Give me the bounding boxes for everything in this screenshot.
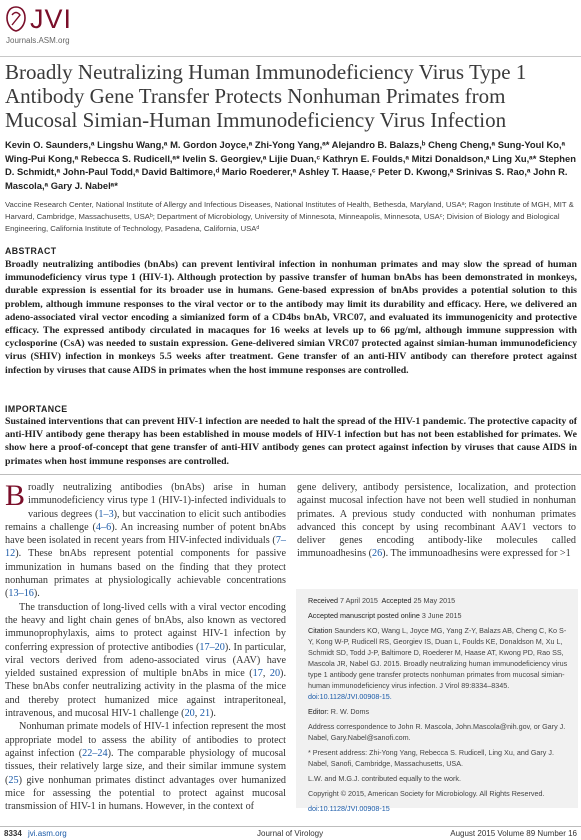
journal-name: Journal of Virology (257, 829, 324, 838)
editor-name: R. W. Doms (330, 707, 370, 716)
body-text: ) give nonhuman primates distinct advantages over humanized mice for assessing the potential to protect against mucosal transmission of HIV-1 in humans. However, in the context of (5, 774, 286, 813)
body-text: The transduction of long-lived cells with a viral vector encoding the heavy and light chain genes of bnAbs, also known as vectored immunoprophylaxis, aims to protect against HIV-1 infection by conferring expression of protective antibodies ( (5, 601, 286, 653)
reference-link[interactable]: 1–3 (98, 508, 114, 520)
body-column-right (297, 481, 576, 561)
online-label: Accepted manuscript posted online (308, 611, 420, 620)
journal-logo-url[interactable]: Journals.ASM.org (6, 36, 70, 45)
reference-link[interactable]: 26 (371, 548, 383, 560)
reference-link[interactable]: 25 (8, 774, 19, 786)
body-column-left (5, 481, 286, 813)
abstract-heading: ABSTRACT (5, 246, 57, 256)
correspondence: Address correspondence to John R. Mascola, John.Mascola@nih.gov, or Gary J. Nabel, Gary.Nabel@sanofi.com. (308, 722, 566, 742)
body-text: ). (210, 708, 216, 720)
page-footer (0, 829, 581, 840)
affiliations: Vaccine Research Center, National Institute of Allergy and Infectious Diseases, National Institutes of Health, Bethesda, Maryland, USAᵃ; Ragon Institute of MGH, MIT & Harvard, Cambridge, Massachusetts, USAᵇ; Department of Microbiology, University of Minnesota, Minneapolis, Minnesota, USAᶜ; Division of Biology and Biological Engineering, California Institute of Technology, Pasadena, California, USAᵈ (5, 200, 574, 233)
reference-link[interactable]: 20 (269, 668, 281, 680)
accepted-date: 25 May 2015 (413, 596, 456, 605)
doi-link[interactable]: doi:10.1128/JVI.00908-15 (308, 804, 390, 813)
body-text: ), but vaccination to elicit such antibodies remains a challenge ( (5, 508, 286, 533)
article-info-box (296, 589, 578, 813)
body-text: ). (33, 588, 40, 600)
body-text: ). The immunoadhesins were expressed for >1 (382, 548, 571, 560)
asm-logo-icon (6, 6, 26, 32)
body-text: roadly neutralizing antibodies (bnAbs) arise in human immunodeficiency virus type 1 (HIV-1)-infected individuals to various degrees ( (28, 482, 286, 520)
editor-label: Editor: (308, 707, 329, 716)
journal-logo (0, 0, 84, 52)
reference-link[interactable]: 17–20 (199, 641, 225, 653)
received-date: 7 April 2015 (339, 596, 378, 605)
citation-text: Saunders KO, Wang L, Joyce MG, Yang Z-Y, Balazs AB, Cheng C, Ko S-Y, Kong W-P, Rudicell RS, Georgiev IS, Duan L, Foulds KE, Donaldson M, Xu L, Schmidt SD, Todd J-P, Baltimore D, Roederer M, Haase AT, Kwong PD, Rao SS, Mascola JR, Nabel GJ. 2015. Broadly neutralizing human immunodeficiency virus type 1 antibody gene transfer protects nonhuman primates from mucosal simian-human immunodeficiency virus infection. J Virol 89:8334–8345. (308, 626, 568, 690)
importance-text: Sustained interventions that can prevent HIV-1 infection are needed to halt the spread of the HIV-1 pandemic. The protective capacity of anti-HIV antibody gene therapy has been established in mouse models of HIV-1 infection but has not been established for primates. We show here a proof-of-concept that gene transfer of anti-HIV antibody genes can protect against infection by viruses that cause AIDS in primates when host immune responses are controlled. (5, 416, 577, 467)
online-line (308, 610, 570, 621)
header-divider (0, 56, 581, 57)
present-address: * Present address: Zhi-Yong Yang, Rebecca S. Rudicell, Ling Xu, and Gary J. Nabel, Sanofi, Cambridge, Massachusetts, USA. (308, 748, 554, 768)
body-paragraph-2 (5, 601, 286, 721)
page-number: 8334 (4, 829, 22, 838)
editor-line (308, 706, 570, 717)
body-paragraph-3 (5, 720, 286, 813)
body-paragraph-1 (5, 481, 286, 601)
copyright: Copyright © 2015, American Society for Microbiology. All Rights Reserved. (308, 789, 545, 798)
body-text: , (262, 668, 270, 680)
citation-label: Citation (308, 626, 333, 635)
journal-site-link[interactable]: jvi.asm.org (28, 829, 67, 838)
body-text: ). These bnAbs represent potential components for passive immunization in humans based on the finding that they protect nonhuman primates at physiologically achievable concentrations ( (5, 548, 286, 600)
citation-doi-link[interactable]: doi:10.1128/JVI.00908-15. (308, 692, 392, 701)
body-paragraph-4 (297, 481, 576, 561)
body-text: , (194, 708, 200, 720)
abstract-text: Broadly neutralizing antibodies (bnAbs) can prevent lentiviral infection in nonhuman primates and may slow the spread of human immunodeficiency virus type 1 (HIV-1). Although protection by passive transfer of human bnAbs has been demonstrated in monkeys, durable expression is essential for its broader use in humans. Gene-based expression of bnAbs provides a potential solution to this problem, although immune responses to the viral vector or to the antibody may limit its durability and efficacy. Here, we delivered an adeno-associated viral vector encoding a simianized form of a CD4bs bnAb, VRC07, and evaluated its immunogenicity and protective efficacy. The expressed antibody circulated in macaques for 16 weeks at levels up to 66 μg/ml, although immune suppression with cyclosporine (CsA) was needed to sustain expression. Gene-delivered simian VRC07 protected against simian-human immunodeficiency virus (SHIV) infection in monkeys 5.5 weeks after treatment. Gene transfer of an anti-HIV antibody can therefore protect against infection by viruses that cause AIDS in primates when the host immune responses are controlled. (5, 259, 577, 376)
body-text: Nonhuman primate models of HIV-1 infection represent the most appropriate model to assess the ability of antibodies to protect against infection ( (5, 721, 286, 759)
citation (308, 625, 570, 702)
journal-logo-text: JVI (30, 4, 73, 34)
author-list: Kevin O. Saunders,ᵃ Lingshu Wang,ᵃ M. Gordon Joyce,ᵃ Zhi-Yong Yang,ᵃ* Alejandro B. Balazs,ᵇ Cheng Cheng,ᵃ Sung-Youl Ko,ᵃ Wing-Pui Kong,ᵃ Rebecca S. Rudicell,ᵃ* Ivelin S. Georgiev,ᵃ Lijie Duan,ᶜ Kathryn E. Foulds,ᵃ Mitzi Donaldson,ᵃ Ling Xu,ᵃ* Stephen D. Schmidt,ᵃ John-Paul Todd,ᵃ David Baltimore,ᵈ Mario Roederer,ᵃ Ashley T. Haase,ᶜ Peter D. Kwong,ᵃ Srinivas S. Rao,ᵃ John R. Mascola,ᵃ Gary J. Nabelᵃ* (5, 139, 576, 191)
equal-contribution: L.W. and M.G.J. contributed equally to the work. (308, 774, 462, 783)
article-title: Broadly Neutralizing Human Immunodeficiency Virus Type 1 Antibody Gene Transfer Protects Nonhuman Primates from Mucosal Simian-Human Immunodeficiency Virus Infection (5, 60, 527, 132)
importance-heading: IMPORTANCE (5, 404, 68, 414)
body-text: ). In particular, viral vectors derived from adeno-associated virus (AAV) have yielded sustained expression of multiple bnAbs in mice ( (5, 641, 286, 680)
section-divider (0, 474, 581, 475)
reference-link[interactable]: 13–16 (8, 588, 34, 600)
dates-line (308, 595, 570, 606)
online-date: 3 June 2015 (421, 611, 462, 620)
issue-info: August 2015 Volume 89 Number 16 (450, 829, 577, 838)
accepted-label: Accepted (381, 596, 412, 605)
footer-divider (0, 826, 581, 827)
reference-link[interactable]: 17 (252, 668, 263, 680)
reference-link[interactable]: 20 (184, 708, 195, 720)
reference-link[interactable]: 22–24 (82, 747, 108, 759)
reference-link[interactable]: 7–12 (5, 535, 286, 560)
reference-link[interactable]: 21 (199, 708, 211, 720)
reference-link[interactable]: 4–6 (95, 521, 112, 533)
body-paragraph-1-text (5, 479, 286, 600)
body-text: ). The comparable physiology of mucosal tissues, their relatively large size, and their similar immune system ( (5, 747, 287, 786)
body-text: ). An increasing number of potent bnAbs have been isolated in recent years from HIV-infected individuals ( (5, 521, 286, 547)
body-text: ). These bnAbs confer neutralizing activity in the plasma of the mice and thereby protect humanized mice against intraperitoneal, intravenous, and mucosal HIV-1 challenge ( (5, 668, 286, 720)
body-text: gene delivery, antibody persistence, localization, and protection against mucosal infection have not been well studied in nonhuman primates. A previous study conducted with nonhuman primates advanced this concept by using recombinant AAV1 vectors to deliver genes encoding antibody-like molecules called immunoadhesins ( (297, 482, 576, 560)
received-label: Received (308, 596, 338, 605)
drop-cap: B (5, 479, 26, 512)
